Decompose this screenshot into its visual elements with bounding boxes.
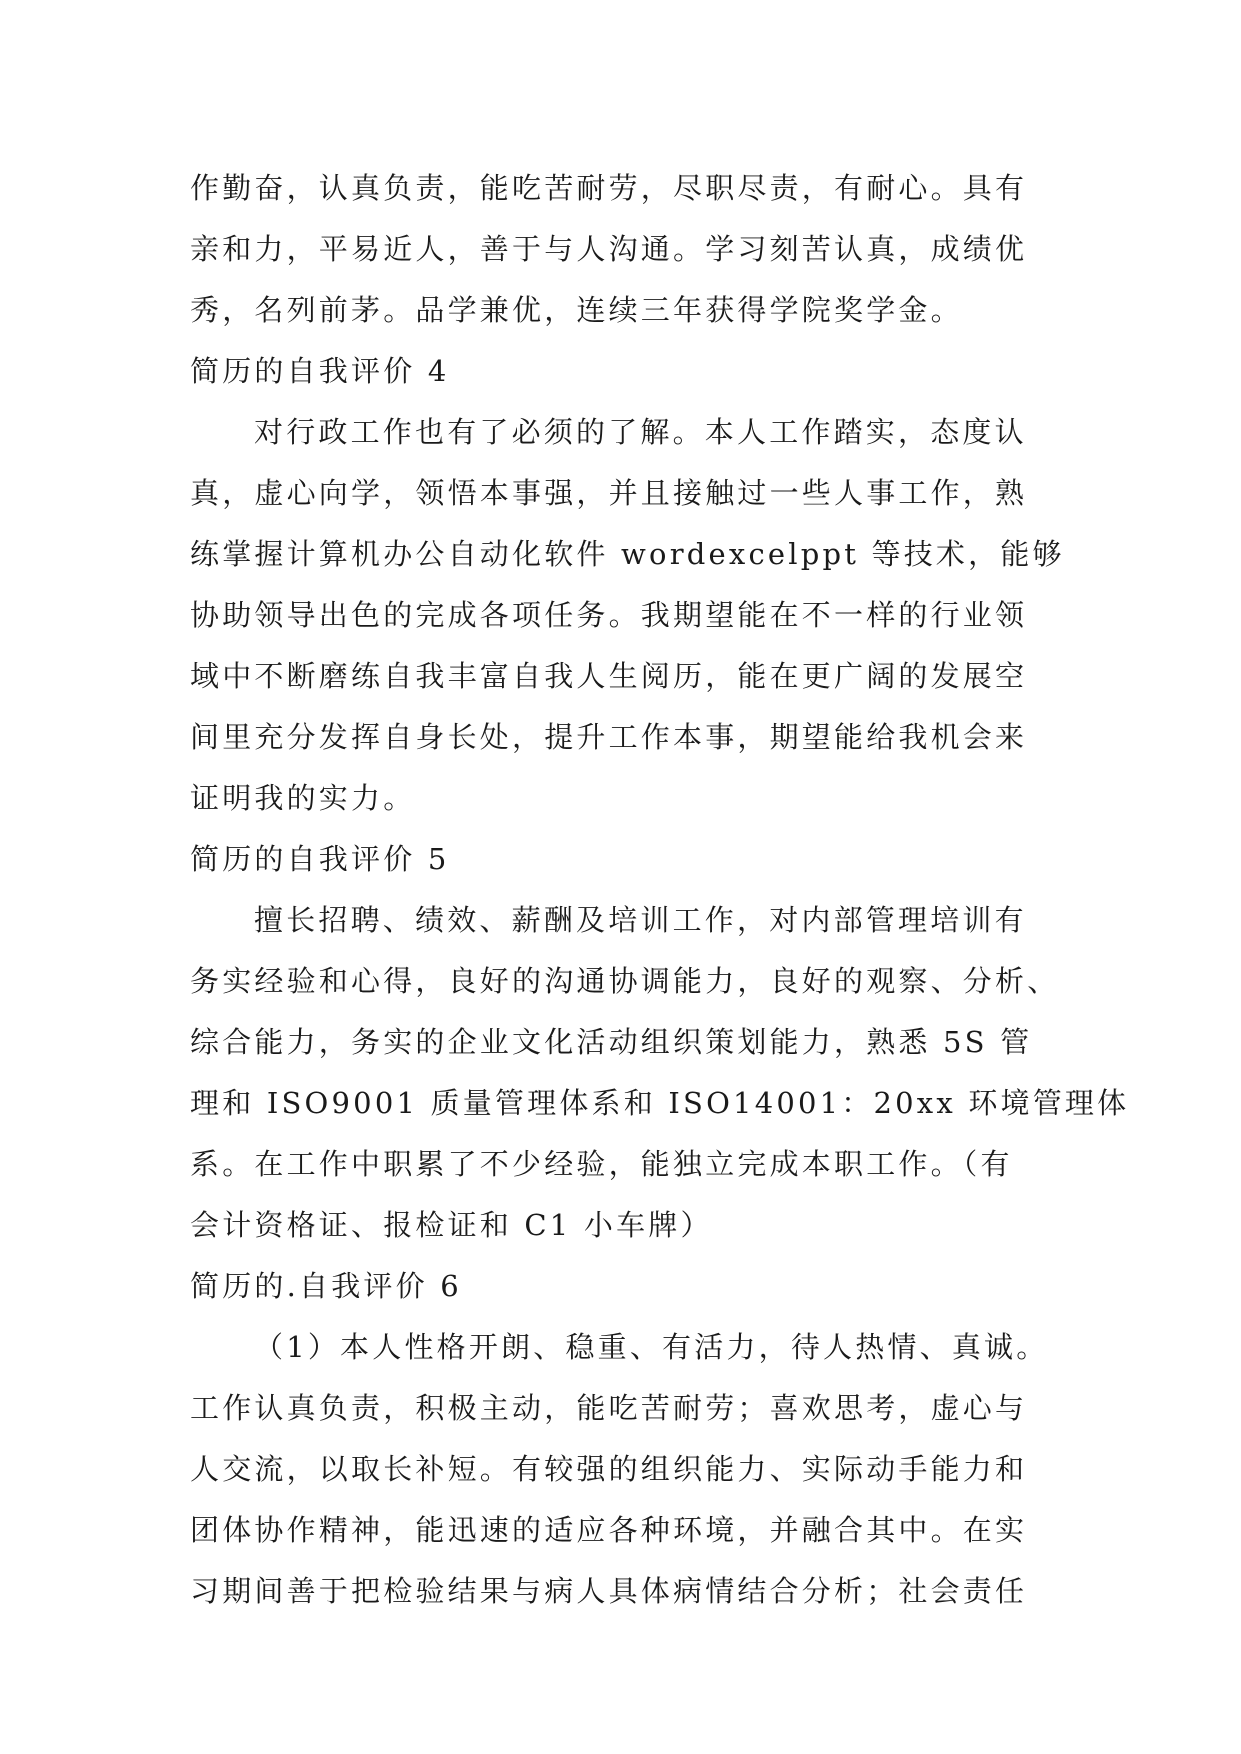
body-line: 域中不断磨练自我丰富自我人生阅历，能在更广阔的发展空	[190, 659, 1028, 693]
body-line: 习期间善于把检验结果与病人具体病情结合分析；社会责任	[190, 1574, 1028, 1608]
body-line: 真，虚心向学，领悟本事强，并且接触过一些人事工作，熟	[190, 476, 1028, 510]
body-line: 证明我的实力。	[190, 781, 416, 815]
document-body	[190, 158, 1130, 1622]
body-line: 系。在工作中职累了不少经验，能独立完成本职工作。（有	[190, 1147, 1013, 1181]
section-heading-6: 简历的.自我评价 6	[190, 1269, 462, 1303]
body-line: 理和 ISO9001 质量管理体系和 ISO14001：20xx 环境管理体	[190, 1086, 1130, 1120]
body-line: 综合能力，务实的企业文化活动组织策划能力，熟悉 5S 管	[190, 1025, 1033, 1059]
body-line: 秀，名列前茅。品学兼优，连续三年获得学院奖学金。	[190, 293, 963, 327]
paragraph-first-line: 擅长招聘、绩效、薪酬及培训工作，对内部管理培训有	[254, 903, 1027, 937]
section-heading-4: 简历的自我评价 4	[190, 354, 450, 388]
body-line: 作勤奋，认真负责，能吃苦耐劳，尽职尽责，有耐心。具有	[190, 171, 1028, 205]
section-heading-5: 简历的自我评价 5	[190, 842, 450, 876]
body-line: 间里充分发挥自身长处，提升工作本事，期望能给我机会来	[190, 720, 1028, 754]
paragraph-first-line: 对行政工作也有了必须的了解。本人工作踏实，态度认	[254, 415, 1027, 449]
body-line: 团体协作精神，能迅速的适应各种环境，并融合其中。在实	[190, 1513, 1028, 1547]
body-line: 人交流，以取长补短。有较强的组织能力、实际动手能力和	[190, 1452, 1028, 1486]
paragraph-first-line: （1）本人性格开朗、稳重、有活力，待人热情、真诚。	[254, 1330, 1049, 1364]
body-line: 亲和力，平易近人，善于与人沟通。学习刻苦认真，成绩优	[190, 232, 1028, 266]
body-line: 练掌握计算机办公自动化软件 wordexcelppt 等技术，能够	[190, 537, 1065, 571]
body-line: 工作认真负责，积极主动，能吃苦耐劳；喜欢思考，虚心与	[190, 1391, 1028, 1425]
body-line: 会计资格证、报检证和 C1 小车牌）	[190, 1208, 713, 1242]
body-line: 协助领导出色的完成各项任务。我期望能在不一样的行业领	[190, 598, 1028, 632]
body-line: 务实经验和心得，良好的沟通协调能力，良好的观察、分析、	[190, 964, 1060, 998]
